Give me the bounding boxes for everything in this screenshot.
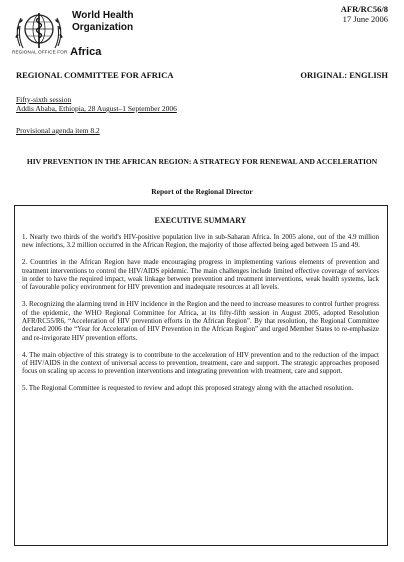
executive-summary-heading: EXECUTIVE SUMMARY — [154, 216, 247, 225]
committee-name: REGIONAL COMMITTEE FOR AFRICA — [16, 70, 174, 80]
region-name: Africa — [70, 46, 102, 58]
summary-paragraph-3: 3. Recognizing the alarming trend in HIV incidence in the Region and the need to increase measures to control further progress of the epidemic, the WHO Regional Committee for Africa, at its fifty-fifth session in August 2005, adopted Resolution AFR/RC55/R6, “Acceleration of HIV prevention efforts in the African Region”. By that resolution, the Regional Committee declared 2006 the “Year for Acceleration of HIV Prevention in the African Region” and urged Member States to re-emphasize and re-invigorate HIV prevention efforts. — [22, 300, 379, 342]
session-name: Fifty-sixth session — [16, 95, 72, 104]
org-name-line2: Organization — [72, 22, 134, 33]
document-title: HIV PREVENTION IN THE AFRICAN REGION: A STRATEGY FOR RENEWAL AND ACCELERATION — [26, 157, 378, 166]
summary-paragraph-4: 4. The main objective of this strategy is to contribute to the acceleration of HIV prevention and to the reduction of the impact of HIV/AIDS in the context of universal access to prevention, treatment, care and support. The strategic approaches proposed focus on scaling up access to prevention interventions and integrating prevention with treatment, care and support. — [22, 350, 379, 376]
session-location-dates: Addis Ababa, Ethiopia, 28 August–1 September 2006 — [16, 104, 177, 113]
org-name-line1: World Health — [72, 10, 134, 21]
summary-paragraph-5: 5. The Regional Committee is requested to review and adopt this proposed strategy along with the attached resolution. — [22, 384, 354, 393]
document-subtitle: Report of the Regional Director — [151, 187, 253, 196]
document-code: AFR/RC56/8 — [340, 4, 388, 14]
executive-summary-box — [14, 205, 388, 546]
original-language: ORIGINAL: ENGLISH — [300, 70, 388, 80]
summary-paragraph-1: 1. Nearly two thirds of the world's HIV-positive population live in sub-Saharan Africa. In 2005 alone, out of the 4.9 million new infections, 3.2 million occurred in the African Region, the majority of those affected being aged between 15 and 49. — [22, 233, 379, 250]
agenda-item: Provisional agenda item 8.2 — [16, 126, 100, 135]
committee-row — [16, 70, 388, 80]
summary-paragraph-2: 2. Countries in the African Region have made encouraging progress in implementing various elements of prevention and treatment interventions to control the HIV/AIDS epidemic. The main challenges include limited effective coverage of services in order to have the required impact, weak linkage between prevention and treatment interventions, weak health systems, lack of favourable policy environment for HIV prevention and inadequate resources at all levels. — [22, 258, 379, 292]
document-reference — [341, 4, 388, 24]
document-date: 17 June 2006 — [342, 14, 388, 24]
organization-name — [12, 10, 134, 58]
regional-office-line — [12, 46, 152, 59]
regional-office-label: REGIONAL OFFICE FOR — [12, 49, 68, 55]
session-info — [16, 95, 177, 113]
